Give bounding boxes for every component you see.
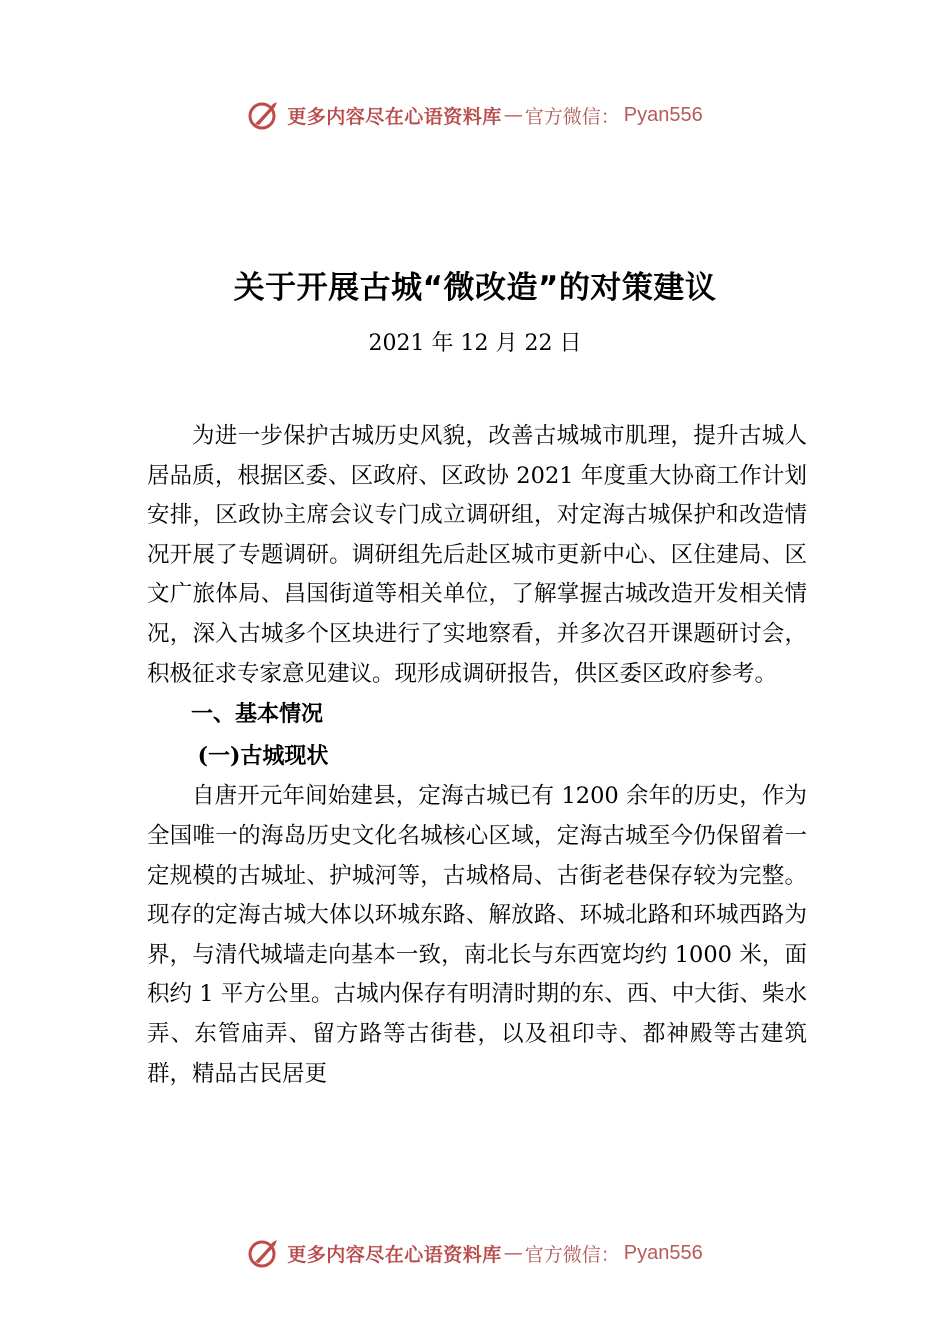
document-date: 2021 年 12 月 22 日 bbox=[368, 331, 582, 356]
quill-logo-icon bbox=[247, 1236, 281, 1270]
subsection-paragraph: 自唐开元年间始建县，定海古城已有 1200 余年的历史，作为全国唯一的海岛历史文化名城核心区域，定海古城至今仍保留着一定规模的古城址、护城河等，古城格局、古街老巷保存较为完整。现存的定海古城大体以环城东路、解放路、环城北路和环城西路为界，与清代城墙走向基本一致，南北长与东西宽均约 1000 米，面积约 1 平方公里。古城内保存有明清时期的东、西、中大街、柴水弄、东管庙弄、留方路等古街巷，以及祖印寺、都神殿等古建筑群，精品古民居更 bbox=[147, 783, 807, 1087]
banner-text: 更多内容尽在心语资料库 bbox=[287, 105, 502, 128]
banner-separator: — bbox=[503, 1242, 523, 1264]
footer-banner bbox=[0, 1233, 950, 1273]
banner-separator: — bbox=[503, 104, 523, 126]
subsection-heading: (一)古城现状 bbox=[197, 742, 329, 769]
section-heading: 一、基本情况 bbox=[191, 702, 324, 728]
banner-text: 更多内容尽在心语资料库 bbox=[287, 1243, 502, 1266]
banner-wechat-id: Pyan556 bbox=[623, 103, 703, 126]
header-banner bbox=[0, 95, 950, 135]
intro-paragraph: 为进一步保护古城历史风貌，改善古城城市肌理，提升古城人居品质，根据区委、区政府、区政协 2021 年度重大协商工作计划安排，区政协主席会议专门成立调研组，对定海古城保护和改造情况开展了专题调研。调研组先后赴区城市更新中心、区住建局、区文广旅体局、昌国街道等相关单位，了解掌握古城改造开发相关情况，深入古城多个区块进行了实地察看，并多次召开课题研讨会，积极征求专家意见建议。现形成调研报告，供区委区政府参考。 bbox=[147, 423, 807, 687]
banner-wechat-label: 官方微信： bbox=[524, 105, 620, 128]
document-body bbox=[147, 417, 807, 1094]
quill-logo-icon bbox=[247, 98, 281, 132]
document-title: 关于开展古城“微改造”的对策建议 bbox=[233, 270, 717, 306]
banner-wechat-id: Pyan556 bbox=[623, 1241, 703, 1264]
banner-wechat-label: 官方微信： bbox=[524, 1243, 620, 1266]
